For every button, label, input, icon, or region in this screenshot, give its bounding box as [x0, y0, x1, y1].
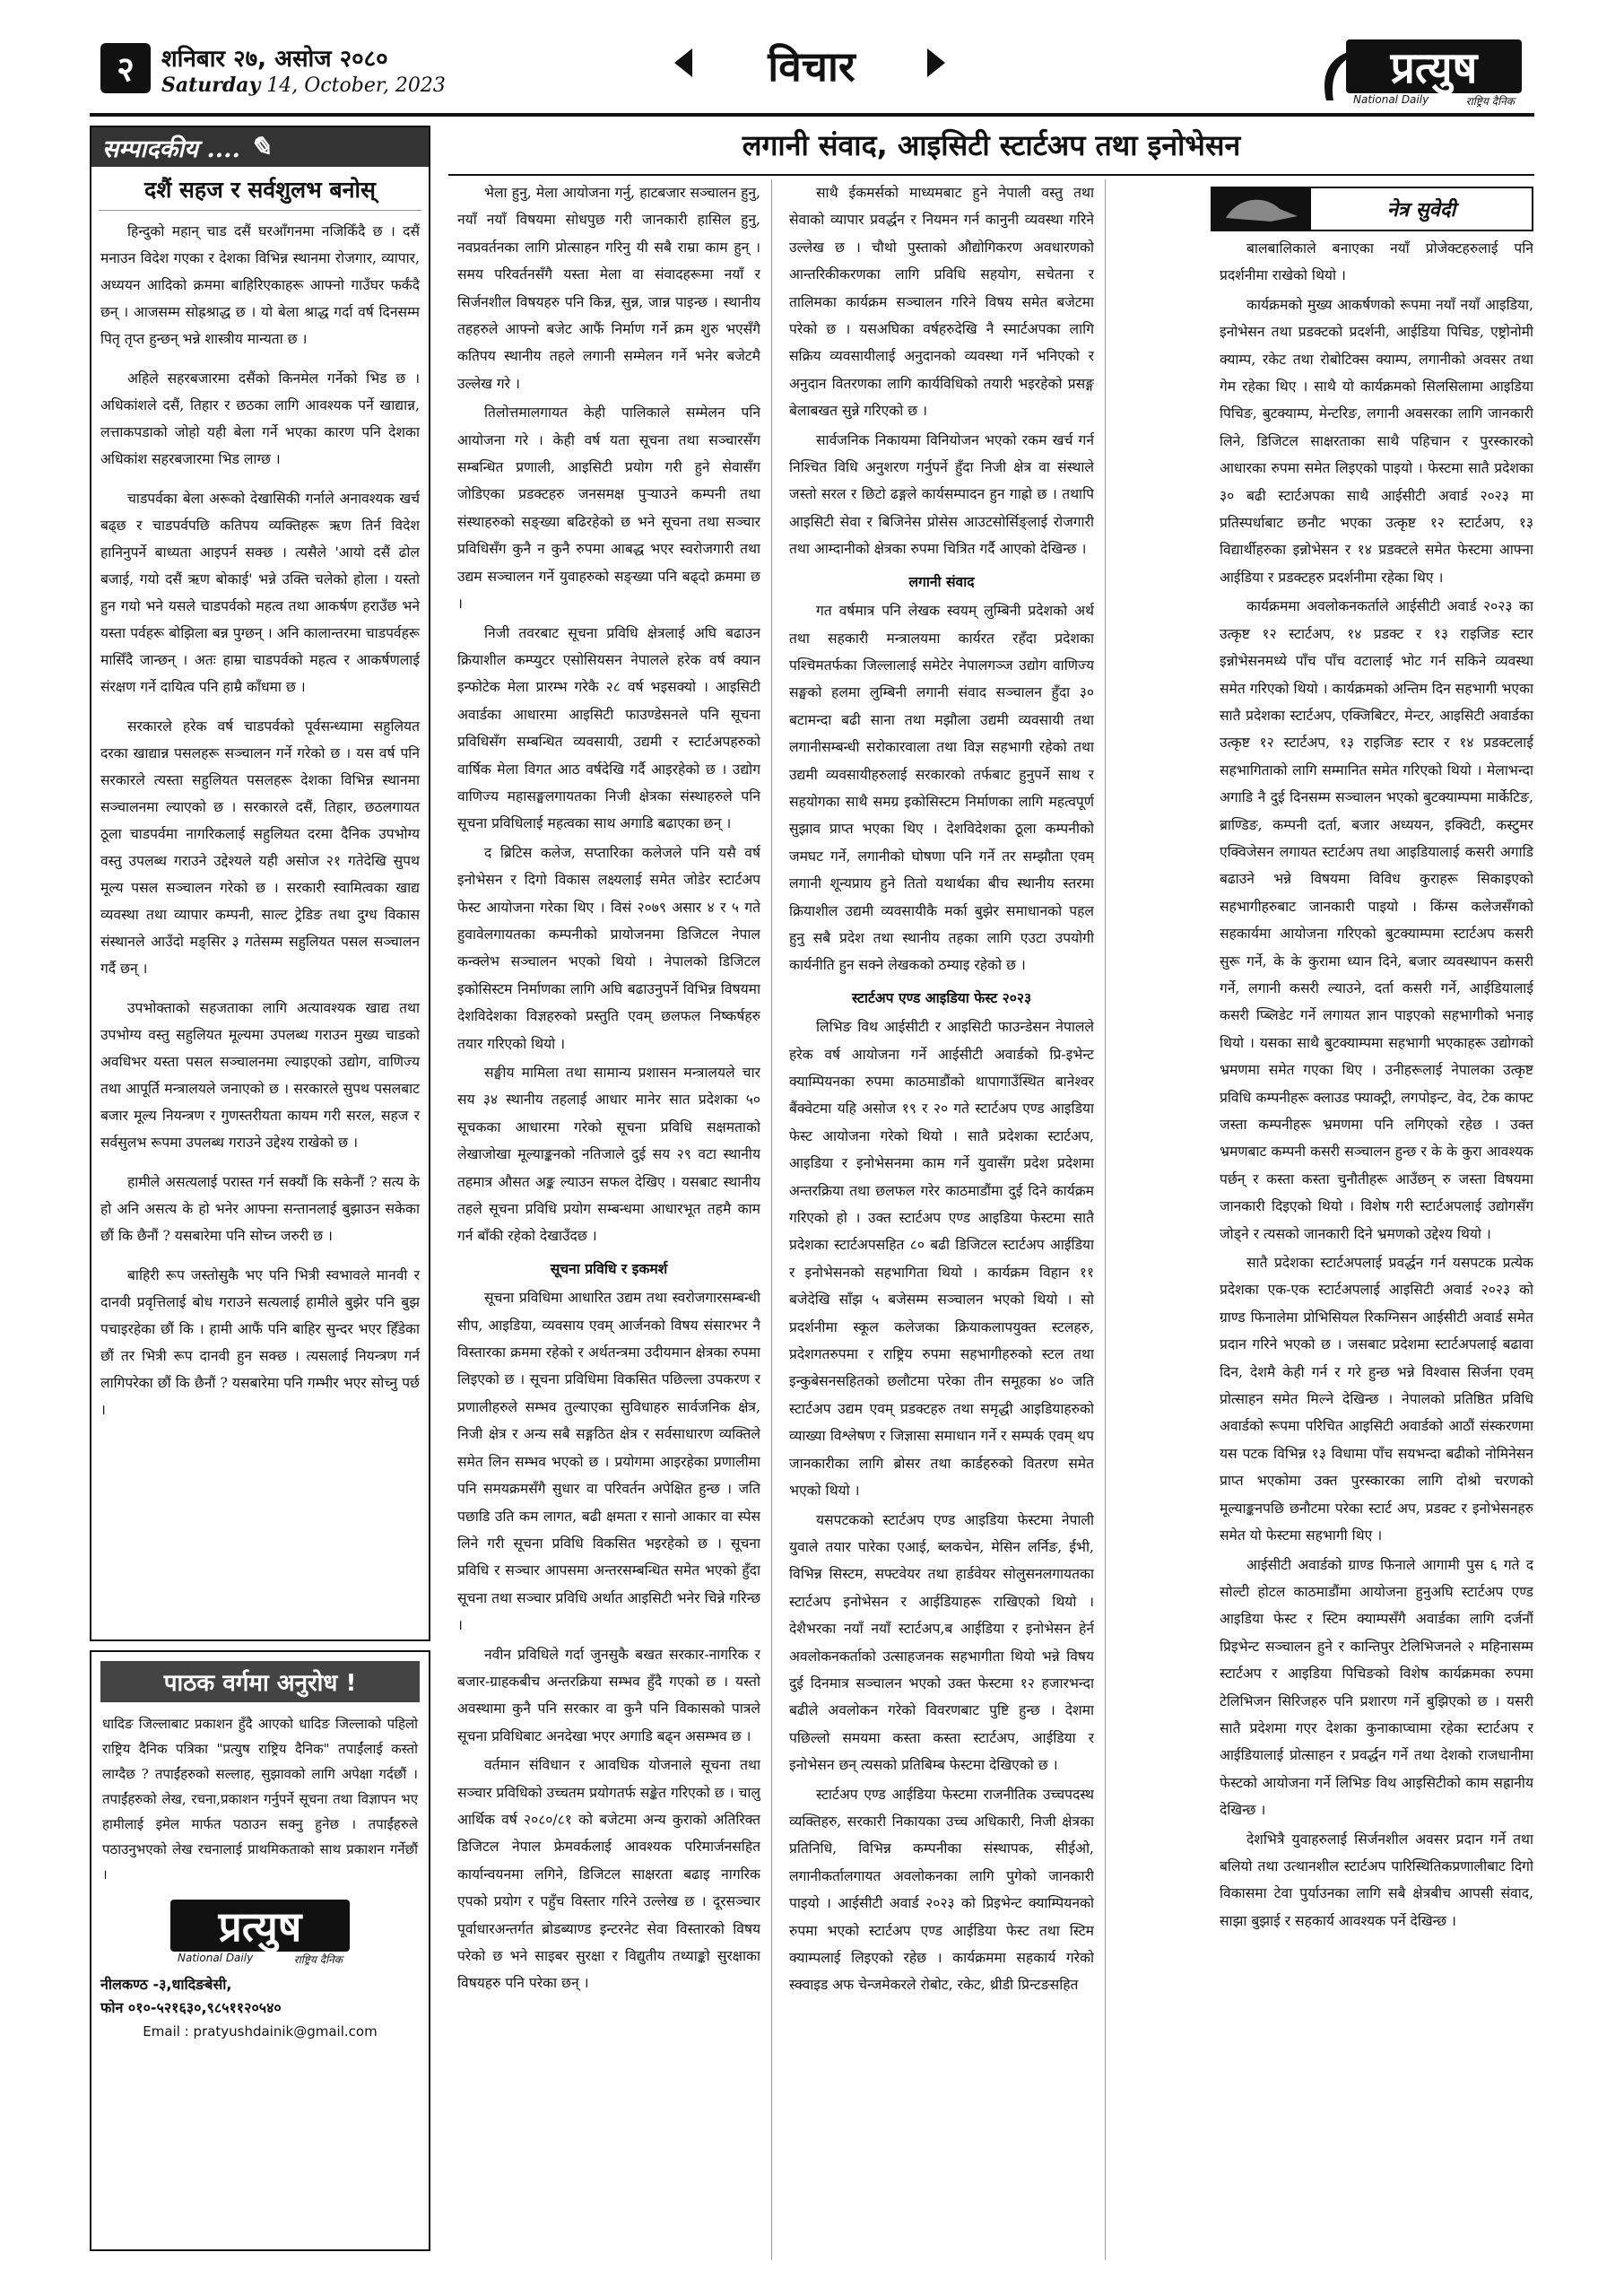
article-paragraph: निजी तवरबाट सूचना प्रविधि क्षेत्रलाई अघि बढाउन क्रियाशील कम्प्युटर एसोसियसन नेपालले हरेक वर्ष क्यान इन्फोटेक मेला प्रारम्भ गरेकै २८ वर्ष भइसक्यो । आइसिटी अवार्डका आधारमा आइसिटी फाउण्डेसनले पनि सूचना प्रविधिसँग सम्बन्धित व्यवसायी, उद्यमी र स्टार्टअपहरुको वार्षिक मेला विगत आठ वर्षदेखि गर्दै आइरहेको छ । उद्योग वाणिज्य महासङ्घलगायतका निजी क्षेत्रका संस्थाहरुले पनि सूचना प्रविधिलाई महत्वका साथ अगाडि बढाएका छन् । [457, 624, 760, 832]
reader-request-banner: पाठक वर्गमा अनुरोध ! [100, 1661, 420, 1702]
page-number: २ [100, 43, 151, 93]
article-column-2 [789, 179, 1094, 2260]
contact-address: नीलकण्ठ -३,धादिङबेसी, [100, 1976, 232, 1993]
section-title: विचार [768, 42, 855, 91]
reader-request-box [90, 1650, 430, 2251]
logo-sub-english: National Daily [1353, 93, 1429, 106]
article-paragraph: द ब्रिटिस कलेज, सप्तारिका कलेजले पनि यसै वर्ष इनोभेसन र दिगो विकास लक्ष्यलाई समेत जोडेर स्टार्टअप फेस्ट आयोजना गरेका थिए । विसं २०७९ असार ४ र ५ गते हुवावेलगायतका कम्पनीको प्रायोजनमा डिजिटल नेपाल कन्क्लेभ सञ्चालन भएको थियो । नेपालको डिजिटल इकोसिस्टम निर्माणका लागि अघि बढाउनुपर्ने विभिन्न विषयमा देशविदेशका विज्ञहरुको प्रस्तुति एवम् छलफल निष्कर्षहरु तयार गरिएको थियो । [457, 844, 760, 1052]
column-divider [1105, 179, 1106, 2260]
article-paragraph: साथै ईकमर्सको माध्यमबाट हुने नेपाली वस्तु तथा सेवाको व्यापार प्रवर्द्धन र नियमन गर्न कानुनी व्यवस्था गरिने उल्लेख छ । चौथो पुस्ताको औद्योगिकरण अवधारणको आन्तरिकीकरणका लागि प्रविधि सहयोग, सचेतना र तालिमका कार्यक्रम सञ्चालन गरिने विषय समेत बजेटमा परेको छ । यसअघिका वर्षहरुदेखि नै स्मार्टअपका लागि सक्रिय व्यवसायीलाई अनुदानको व्यवस्था गर्ने भनिएको र अनुदान वितरणका लागि कार्यविधिको तयारी भइरहेको प्रसङ्ग बेलाबखत सुन्ने गरिएको छ । [789, 185, 1094, 420]
logo-subtitle [1346, 93, 1522, 108]
author-photo-icon [1217, 191, 1307, 227]
prev-section-arrow-icon [674, 48, 692, 77]
request-logo-wordmark: प्रत्युष [170, 1900, 350, 1952]
contact-info [100, 1973, 420, 2020]
article-column-3 [1220, 235, 1533, 2260]
date-nepali: शनिबार २७, असोज २०८० [161, 46, 388, 73]
article-paragraph: देशभित्रै युवाहरुलाई सिर्जनशील अवसर प्रदान गर्ने तथा बलियो तथा उत्थानशील स्टार्टअप पारिस्थितिकप्रणालीबाट दिगो विकासमा टेवा पुर्याउनका लागि सबै क्षेत्रबीच आपसी संवाद, साझा बुझाई र सहकार्य आवश्यक पर्ने देखिन्छ । [1220, 1831, 1533, 1929]
request-logo-sub-english: National Daily [178, 1952, 254, 1964]
editorial-banner-label: सम्पादकीय .... [102, 135, 240, 163]
article-paragraph: बालबालिकाले बनाएका नयाँ प्रोजेक्टहरुलाई पनि प्रदर्शनीमा राखेको थियो । [1220, 240, 1533, 284]
article-paragraph: लिभिङ विथ आईसीटी र आइसिटी फाउन्डेसन नेपालले हरेक वर्ष आयोजना गर्ने आईसीटी अवार्डको प्रि-इभेन्ट क्याम्पियनका रुपमा काठमाडौंको थापागाउँस्थित बानेश्वर बैंक्वेटमा यहि असोज १९ र २० गते स्टार्टअप एण्ड आइडिया फेस्ट आयोजना गरेको थियो । सातै प्रदेशका स्टार्टअप, आइडिया र इनोभेसनमा काम गर्ने युवासँग प्रदेश प्रदेशमा अन्तरक्रिया तथा छलफल गरेर काठमाडौंमा दुई दिने कार्यक्रम गरिएको हो । उक्त स्टार्टअप एण्ड आइडिया फेस्टमा सातै प्रदेशका स्टार्टअपसहित ८० बढी डिजिटल स्टार्टअप आईडिया र इनोभेसनको सहभागिता थियो । कार्यक्रम विहान ११ बजेदेखि साँझ ५ बजेसम्म सञ्चालन भएको थियो । सो प्रदर्शनीमा स्कूल कलेजका क्रियाकलापयुक्त स्टलहरु, प्रदेशगतरुपमा र राष्ट्रिय रुपमा सहभागीहरुको स्टल तथा इन्कुबेसनसहितको छलौटमा परेका तीन समूहका ४० जति स्टार्टअप उद्यम एवम् प्रडक्टहरु तथा समृद्धी आइडियाहरुको व्याख्या विश्लेषण र जिज्ञासा समाधान गर्ने र सम्पर्क एवम् थप जानकारीका लागि ब्रोसर तथा कार्डहरुको वितरण समेत भएको थियो । [789, 1019, 1094, 1500]
article-headline: लगानी संवाद, आइसिटी स्टार्टअप तथा इनोभेसन [448, 126, 1534, 176]
article-subheading: लगानी संवाद [908, 572, 975, 590]
article-paragraph: कार्यक्रममा अवलोकनकर्ताले आईसीटी अवार्ड २०२३ का उत्कृष्ट १२ स्टार्टअप, १४ प्रडक्ट र १३ राइजिङ स्टार इन्नोभेसनमध्ये पाँच पाँच वटालाई भोट गर्न सकिने व्यवस्था समेत गरिएको थियो । कार्यक्रमको अन्तिम दिन सहभागी भएका सातै प्रदेशका स्टार्टअप, एक्जिबिटर, मेन्टर, आइसिटी अवार्डका उत्कृष्ट १२ स्टार्टअप, १३ राइजिङ स्टार र १४ प्रडक्टलाई सहभागिताको लागि सम्मानित समेत गरिएको थियो । मेलाभन्दा अगाडि नै दुई दिनसम्म सञ्चालन भएको बुटक्याम्पमा मार्केटिङ, ब्राण्डिङ, कम्पनी दर्ता, बजार अध्ययन, इक्विटी, कस्टुमर एक्विजेसन लगायत स्टार्टअप तथा आइडियालाई कसरी अगाडि बढाउने भन्ने विषयमा विविध कुराहरू सिकाइएको सहभागीहरुबाट जानकारी पाइयो । किंग्स कलेजसँगको सहकार्यमा आयोजना गरिएको बुटक्याम्पमा स्टार्टअप कसरी सुरू गर्ने, के के कुरामा ध्यान दिने, बजार व्यवस्थापन कसरी गर्ने, लगानी कसरी ल्याउने, दर्ता कसरी गर्ने, आईडियालाई कसरी प्ब्लिडेट गर्ने लगायत ज्ञान पाइएको सहभागीको भनाइ थियो । यसका साथै बुटक्याम्पमा सहभागी भएकाहरू उद्योगको भ्रमणमा समेत गएका थिए । उनीहरूलाई नेपालका उत्कृष्ट प्रविधि कम्पनीहरू क्लाउड फ्याक्ट्री, लगपोइन्ट, वेद, टेक काफ्ट जस्ता कम्पनीहरू भ्रमणमा पनि लगिएको रहेछ । उक्त भ्रमणबाट कम्पनी कसरी सञ्चालन हुन्छ र के के कुरा आवश्यक पर्छन् र कस्ता कस्ता चुनौतीहरू आउँछन् रु जस्ता विषयमा जानकारी दिइएको थियो । विशेष गरी स्टार्टअपलाई उद्योगसँग जोड्ने र त्यसको जानकारी दिने भ्रमणको उद्देश्य थियो । [1220, 598, 1533, 1242]
editorial-paragraph: हामीले असत्यलाई परास्त गर्न सक्यौं कि सकेनौं ? सत्य के हो अनि असत्य के हो भनेर आफ्ना सन्तानलाई बुझाउन सकेका छौं कि छैनौं ? यसबारेमा पनि सोच्न जरुरी छ । [100, 1174, 420, 1244]
request-logo-subtitle [170, 1952, 350, 1966]
article-paragraph: नवीन प्रविधिले गर्दा जुनसुकै बखत सरकार-नागरिक र बजार-ग्राहकबीच अन्तरक्रिया सम्भव हुँदै गएको छ । यस्तो अवस्थामा कुनै पनि सरकार वा कुनै पनि विकासको पात्रले सूचना प्रविधिबाट अनदेखा भएर अगाडि बढ्न असम्भव छ । [457, 1646, 760, 1744]
request-logo-sub-nepali: राष्ट्रिय दैनिक [293, 1953, 343, 1966]
article-paragraph: सार्वजनिक निकायमा विनियोजन भएको रकम खर्च गर्न निश्चित विधि अनुशरण गर्नुपर्ने हुँदा निजी क्षेत्र वा संस्थाले जस्तो सरल र छिटो ढङ्गले कार्यसम्पादन हुन गाह्रो छ । तथापि आइसिटी सेवा र बिजिनेस प्रोसेस आउटसोर्सिङ्लाई रोजगारी तथा आम्दानीको क्षेत्रका रुपमा चित्रित गर्दै आएको देखिन्छ । [789, 431, 1094, 558]
reader-request-body: धादिङ जिल्लाबाट प्रकाशन हुँदै आएको धादिङ जिल्लाको पहिलो राष्ट्रिय दैनिक पत्रिका "प्रत्युष राष्ट्रिय दैनिक" तपाईंलाई कस्तो लाग्दैछ ? तपाईंहरुको सल्लाह, सुझावको लागि अपेक्षा गर्दछौं । तपाईंहरुको लेख, रचना,प्रकाशन गर्नुपर्ने सूचना तथा विज्ञापन भए हामीलाई इमेल मार्फत पठाउन सक्नु हुनेछ । तपाईंहरुले पठाउनुभएको लेख रचनालाई प्राथमिकताको साथ प्रकाशन गर्नेछौं । [102, 1716, 418, 1883]
article-paragraph: वर्तमान संविधान र आवधिक योजनाले सूचना तथा सञ्चार प्रविधिको उच्चतम प्रयोगतर्फ सङ्केत गरिएको छ । चालु आर्थिक वर्ष २०८०/८१ को बजेटमा अन्य कुराको अतिरिक्त डिजिटल नेपाल फ्रेमवर्कलाई आवश्यक परिमार्जनसहित कार्यान्वयनमा लगिने, डिजिटल साक्षरता बढाइ नागरिक एपको प्रयोग र पहुँच विस्तार गरिने उल्लेख छ । दूरसञ्चार पूर्वाधारअन्तर्गत ब्रोडब्याण्ड इन्टरनेट सेवा विस्तारको विषय परेको छ भने साइबर सुरक्षा र विद्युतीय तथ्याङ्को सुरक्षाका विषयहरु पनि परेका छन् । [457, 1757, 760, 1992]
article-paragraph: यसपटकको स्टार्टअप एण्ड आइडिया फेस्टमा नेपाली युवाले तयार पारेका एआई, ब्लकचेन, मेसिन लर्निङ, ईभी, विभिन्न सिस्टम, सफ्टवेयर तथा हार्डवेयर सोलुसनलगायतका स्टार्टअप इनोभेसन र आईडियाहरू राखिएको थियो । देशैभरका नयाँ नयाँ स्टार्टअप,ब आईडिया र इनोभेसन हेर्न अवलोकनकर्ताको उत्साहजनक सहभागीता थियो भन्ने विषय दुई दिनमात्र सञ्चालन भएको उक्त फेस्टमा १२ हजारभन्दा बढीले अवलोकन गरेको विवरणबाट पुष्टि हुन्छ । देशमा पछिल्लो समयमा कस्ता कस्ता स्टार्टअप, आईडिया र इनोभेसन छन् त्यसको प्रतिबिम्ब फेस्टमा देखिएको छ । [789, 1511, 1094, 1774]
editorial-paragraph: चाडपर्वका बेला अरूको देखासिकी गर्नाले अनावश्यक खर्च बढ्छ र चाडपर्वपछि कतिपय व्यक्तिहरू ऋण तिर्न विदेश हानिनुपर्ने बाध्यता आइपर्न सक्छ । त्यसैले 'आयो दसैं ढोल बजाई, गयो दसैं ऋण बोकाई' भन्ने उक्ति चलेको होला । यस्तो हुन गयो भने यसले चाडपर्वको महत्व तथा आकर्षण हराउँछ भने यस्ता पर्वहरू बोझिला बन्न पुग्छन् । अनि कालान्तरमा चाडपर्वहरू मासिँदै जान्छन् । अतः हाम्रा चाडपर्वको महत्व र आकर्षणलाई संरक्षण गर्ने दायित्व पनि हाम्रै काँधमा छ । [100, 491, 420, 695]
editorial-banner [91, 127, 429, 167]
day-english: Saturday [161, 74, 261, 97]
author-byline [1211, 187, 1533, 231]
date-english [161, 74, 446, 97]
article-paragraph: सूचना प्रविधिमा आधारित उद्यम तथा स्वरोजगारसम्बन्धी सीप, आइडिया, व्यवसाय एवम् आर्जनको विषय संसारभर नै विस्तारका क्रममा रहेको र अर्थतन्त्रमा उदीयमान क्षेत्रका रुपमा लिइएको छ । सूचना प्रविधिमा विकसित पछिल्ला उपकरण र प्रणालीहरुले सम्भव तुल्याएका सुविधाहरु सार्वजनिक क्षेत्र, निजी क्षेत्र र अन्य सबै सङ्गठित क्षेत्र र सर्वसाधारण व्यक्तिले समेत लिन सम्भव भएको छ । प्रयोगमा आइरहेका प्रणालीमा पनि समयक्रमसँगै सुधार वा परिवर्तन अपेक्षित हुन्छ । जति पछाडि उति कम लागत, बढी क्षमता र सानो आकार वा स्पेस लिने गरी सूचना प्रविधि विकसित भइरहेको छ । सूचना प्रविधि र सञ्चार आपसमा अन्तरसम्बन्धित समेत भएको हुँदा सूचना तथा सञ्चार प्रविधि अर्थात आइसिटी भनेर चिन्ने गरिन्छ । [457, 1290, 760, 1634]
article-paragraph: गत वर्षमात्र पनि लेखक स्वयम् लुम्बिनी प्रदेशको अर्थ तथा सहकारी मन्त्रालयमा कार्यरत रहँदा प्रदेशका पश्चिमतर्फका जिल्लालाई समेटेर नेपालगञ्ज उद्योग वाणिज्य सङ्घको हलमा लुम्बिनी लगानी संवाद सञ्चालन हुँदा ३० बटामन्दा बढी साना तथा मझौला उद्यमी व्यवसायी तथा लगानीसम्बन्धी सरोकारवाला तथा विज्ञ सहभागी रहेको तथा उद्यमी व्यवसायीहरुलाई सरकारको तर्फबाट हुनुपर्ने साथ र सहयोगका साथै समग्र इकोसिस्टम निर्माणका लागि महत्वपूर्ण सुझाव प्राप्त भएका थिए । देशविदेशका ठूला कम्पनीको जमघट गर्ने, लगानीको घोषणा पनि गर्ने तर सम्झौता एवम् लगानी शून्यप्राय हुने तितो यथार्थका बीच स्थानीय स्तरमा क्रियाशील उद्यमी व्यवसायीकै मर्का बुझेर समाधानको पहल हुनु सबै प्रदेश तथा स्थानीय तहका लागि एउटा उपयोगी कार्यनीति हुन सक्ने लेखकको ठम्याइ रहेको छ । [789, 603, 1094, 974]
article-column-1 [457, 179, 760, 2260]
editorial-title: दशैं सहज र सर्वशुलभ बनोस् [99, 167, 421, 211]
article-paragraph: आईसीटी अवार्डको ग्राण्ड फिनाले आगामी पुस ६ गते द सोल्टी होटल काठमाडौंमा आयोजना हुनुअघि स्टार्टअप एण्ड आइडिया फेस्ट र स्टिम क्याम्पसँगै अवार्डका लागि दर्जनौं प्रिइभेन्ट सञ्चालन हुने र कान्तिपुर टेलिभिजनले २ महिनासम्म स्टार्टअप र आइडिया पिचिङको विशेष कार्यक्रमका रुपमा टेलिभिजन सिरिजहरु पनि प्रशारण गर्ने बुझिएको छ । यसरी सातै प्रदेशमा गएर देशका कुनाकाप्चामा रहेका स्टार्टअप र आईडियालाई प्रोत्साहन र प्रवर्द्धन गर्ने तथा देशको राजधानीमा फेस्टको आयोजना गर्ने लिभिङ विथ आइसिटीको काम सह्रानीय देखिन्छ । [1220, 1556, 1533, 1819]
editorial-paragraph: अहिले सहरबजारमा दसैंको किनमेल गर्नेको भिड छ । अधिकांशले दसैं, तिहार र छठका लागि आवश्यक पर्ने खाद्यान्न, लत्ताकपडाको जोहो यही बेला गर्ने भएका कारण पनि देशका अधिकांश सहरबजारमा भिड लाग्छ । [100, 370, 420, 467]
newspaper-logo [1319, 39, 1525, 109]
pen-icon: ✎ [248, 131, 273, 163]
editorial-paragraph: हिन्दुको महान् चाड दसैं घरआँगनमा नजिकिँदै छ । दसैं मनाउन विदेश गएका र देशका विभिन्न स्थानमा रोजगार, व्यापार, अध्ययन आदिको क्रममा बाहिरिएकाहरू आफ्नो गाउँघर फर्कंदै छन् । आजसम्म सोह्रश्राद्ध छ । यो बेला श्राद्ध गर्दा वर्ष दिनसम्म पितृ तृप्त हुन्छन् भन्ने शास्त्रीय मान्यता छ । [100, 223, 420, 347]
next-section-arrow-icon [927, 48, 945, 77]
date-english-value: 14, October, 2023 [266, 74, 446, 97]
editorial-body [91, 211, 429, 1423]
editorial-box [90, 126, 430, 1641]
column-divider [771, 179, 772, 2260]
author-name: नेत्र सुवेदी [1386, 199, 1456, 222]
contact-email[interactable]: Email : pratyushdainik@gmail.com [143, 2023, 378, 2039]
editorial-paragraph: बाहिरी रूप जस्तोसुकै भए पनि भित्री स्वभावले मानवी र दानवी प्रवृत्तिलाई बोध गराउने सत्यलाई हामीले बुझेर पनि बुझ पचाइरहेका छौं कि । हामी आफैं पनि बाहिर सुन्दर भएर हिँडेका छौं तर भित्री रूप दानवी हुन सक्छ । त्यसलाई नियन्त्रण गर्न लागिपरेका छौं कि छैनौं ? यसबारेमा पनि गम्भीर भएर सोच्नु पर्छ । [100, 1267, 420, 1418]
editorial-paragraph: सरकारले हरेक वर्ष चाडपर्वको पूर्वसन्ध्यामा सहुलियत दरका खाद्यान्न पसलहरू सञ्चालन गर्ने गरेको छ । यस वर्ष पनि सरकारले त्यस्ता सहुलियत पसलहरू देशका विभिन्न स्थानमा सञ्चालनमा ल्याएको छ । सरकारले दसैं, तिहार, छठलगायत ठूला चाडपर्वमा नागरिकलाई सहुलियत दरमा दैनिक उपभोग्य वस्तु उपलब्ध गराउने उद्देश्यले यही असोज २१ गतेदेखि सुपथ मूल्य पसल सञ्चालन गरेको छ । सरकारी स्वामित्वका खाद्य व्यवस्था तथा व्यापार कम्पनी, साल्ट ट्रेडिङ तथा दुग्ध विकास संस्थानले आउँदो मङ्सिर ३ गतेसम्म सहुलियत पसल सञ्चालन गर्दै छन् । [100, 718, 420, 977]
article-paragraph: भेला हुनु, मेला आयोजना गर्नु, हाटबजार सञ्चालन हुनु, नयाँ नयाँ विषयमा सोधपुछ गरी जानकारी हासिल हुनु, नवप्रवर्तनका लागि प्रोत्साहन गरिनु यी सबै राम्रा काम हुन् । समय परिवर्तनसँगै यस्ता मेला वा संवादहरूमा नयाँ र सिर्जनशील विषयहरु पनि किन्न, सुन्न, जान्न पाइन्छ । स्थानीय तहहरुले आफ्नो बजेट आफैं निर्माण गर्ने क्रम शुरु भएसँगै कतिपय स्थानीय तहले लगानी सम्मेलन गर्ने भनेर बजेटमै उल्लेख गरे । [457, 185, 760, 392]
masthead [90, 36, 1534, 117]
editorial-paragraph: उपभोक्ताको सहजताका लागि अत्यावश्यक खाद्य तथा उपभोग्य वस्तु सहुलियत मूल्यमा उपलब्ध गराउन मुख्य चाडको अवधिभर यस्ता पसल सञ्चालनमा ल्याइएको उद्योग, वाणिज्य तथा आपूर्ति मन्त्रालयले जनाएको छ । सरकारले सुपथ पसलबाट बजार मूल्य नियन्त्रण र गुणस्तरीयता कायम गरी सरल, सहज र सर्वसुलभ रूपमा उपलब्ध गराउने उद्देश्य राखेको छ । [100, 1000, 420, 1151]
logo-wordmark: प्रत्युष [1346, 39, 1522, 93]
article-subheading: सूचना प्रविधि र इकमर्श [550, 1259, 668, 1277]
request-logo [152, 1900, 368, 1968]
article-paragraph: तिलोत्तमालगायत केही पालिकाले सम्मेलन पनि आयोजना गरे । केही वर्ष यता सूचना तथा सञ्चारसँग सम्बन्धित प्रणाली, आइसिटी प्रयोग गरी हुने सेवासँग जोडिएका प्रडक्टहरु जनसमक्ष पुऱ्याउने कम्पनी तथा संस्थाहरुको सङ्ख्या बढिरहेको छ भने सूचना तथा सञ्चार प्रविधिसँग कुनै न कुनै रुपमा आबद्ध भएर स्वरोजगारी तथा उद्यम सञ्चालन गर्ने युवाहरुको सङ्ख्या पनि बढ्दो क्रममा छ । [457, 404, 760, 613]
author-photo [1212, 188, 1311, 230]
article-paragraph: स्टार्टअप एण्ड आईडिया फेस्टमा राजनीतिक उच्चपदस्थ व्यक्तिहरु, सरकारी निकायका उच्च अधिकारी, निजी क्षेत्रका प्रतिनिधि, विभिन्न कम्पनीका संस्थापक, सीईओ, लगानीकर्तालगायत अवलोकनका लागि पुगेको जानकारी पाइयो । आईसीटी अवार्ड २०२३ को प्रिइभेन्ट क्याम्पियनको रुपमा भएको स्टार्टअप एण्ड आईडिया फेस्ट तथा स्टिम क्याम्पलाई लिइएको रहेछ । कार्यक्रममा सहकार्य गरेको स्क्वाइड अफ चेन्जमेकरले रोबोट, रकेट, थ्रीडी प्रिन्टङसहित [789, 1786, 1094, 1994]
article-paragraph: सङ्घीय मामिला तथा सामान्य प्रशासन मन्त्रालयले चार सय ३४ स्थानीय तहलाई आधार मानेर सात प्रदेशका ५० सूचकका आधारमा गरेको सूचना प्रविधि सक्षमताको लेखाजोखा मूल्याङ्कनको नतिजाले दुई सय २९ वटा स्थानीय तहमात्र औसत अङ्क ल्याउन सफल देखिए । यसबाट स्थानीय तहले सूचना प्रविधि प्रयोग सम्बन्धमा आधारभूत तहमै काम गर्न बाँकी रहेको देखाउँदछ । [457, 1065, 760, 1245]
article-paragraph: कार्यक्रमको मुख्य आकर्षणको रूपमा नयाँ नयाँ आइडिया, इनोभेसन तथा प्रडक्टको प्रदर्शनी, आईडिया पिचिङ, एष्ट्रोनोमी क्याम्प, रकेट तथा रोबोटिक्स क्याम्प, लगानीको अवसर तथा गेम रहेका थिए । साथै यो कार्यक्रमको सिलसिलामा आइडिया पिचिङ, बुटक्याम्प, मेन्टरिङ, लगानी अवसरका लागि जानकारी लिने, डिजिटल साक्षरताका साथै पहिचान र पुरस्कारको आधारका रुपमा समेत लिइएको पाइयो । फेस्टमा सातै प्रदेशका ३० बढी स्टार्टअपका साथै आईसीटी अवार्ड २०२३ मा प्रतिस्पर्धाबाट छनौट भएका उत्कृष्ट १२ स्टार्टअप, १३ विद्यार्थीहरुका इन्नोभेसन र १४ प्रडक्टले समेत फेस्टमा आफ्ना आईडिया र प्रडक्टहरु प्रदर्शनीमा रहेका थिए । [1220, 296, 1533, 586]
article-subheading: स्टार्टअप एण्ड आइडिया फेस्ट २०२३ [851, 988, 1032, 1006]
contact-phone: फोन ०१०-५२१६३०,९८५११२०५४० [100, 1999, 282, 2016]
logo-sub-nepali: राष्ट्रिय दैनिक [1465, 95, 1515, 108]
article-paragraph: सातै प्रदेशका स्टार्टअपलाई प्रवर्द्धन गर्न यसपटक प्रत्येक प्रदेशका एक-एक स्टार्टअपलाई आइसिटी अवार्ड २०२३ को ग्राण्ड फिनालेमा प्रोभिसियल रिकग्निसन आईसीटी अवार्ड समेत प्रदान गरिने भएको छ । जसबाट प्रदेशमा स्टार्टअपलाई बढावा दिन, देशमै केही गर्न र गरे हुन्छ भन्ने विश्वास सिर्जना एवम् प्रोत्साहन समेत मिल्ने देखिन्छ । नेपालको प्रतिष्ठित प्रविधि अवार्डको रूपमा परिचित आइसिटी अवार्डको आठौं संस्करणमा यस पटक विभिन्न १३ विधामा पाँच सयभन्दा बढीको नोमिनेसन प्राप्त भएकोमा उक्त पुरस्कारका लागि दोश्रो चरणको मूल्याङ्कनपछि छनौटमा परेका स्टार्ट अप, प्रडक्ट र इनोभेसनहरु समेत यो फेस्टमा सहभागी थिए । [1220, 1255, 1533, 1544]
